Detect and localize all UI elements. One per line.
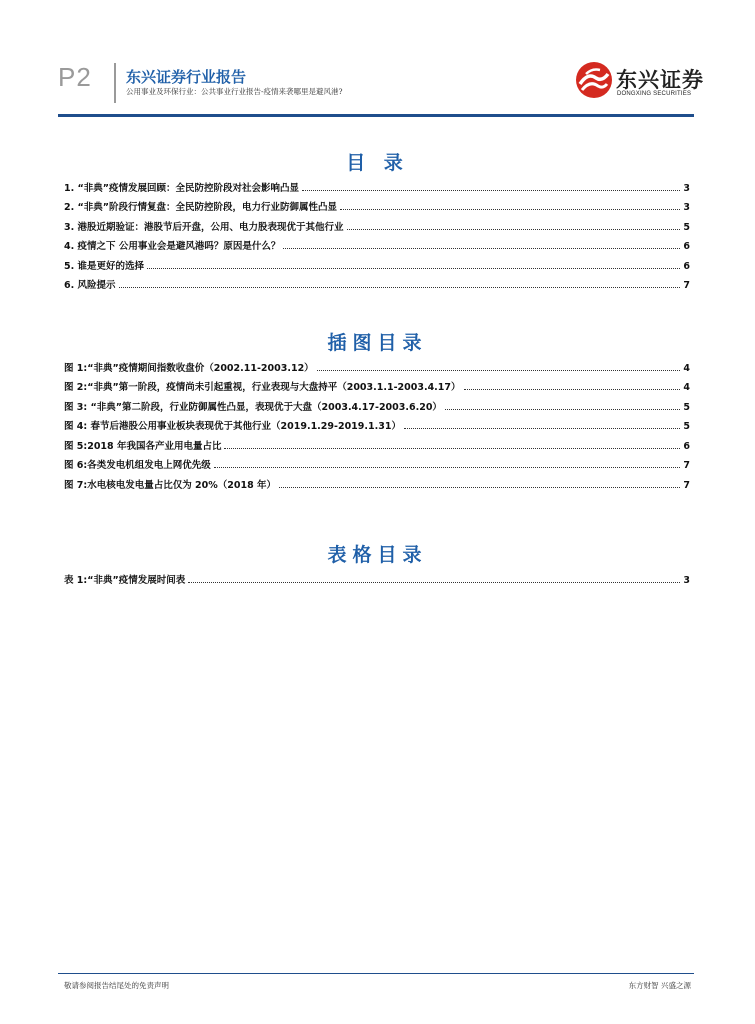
toc-entry[interactable] — [64, 252, 690, 272]
figure-entry-page: 4 — [683, 362, 690, 374]
leader-dots — [445, 409, 680, 410]
toc-entry-page: 3 — [683, 202, 690, 213]
figure-entry[interactable] — [64, 432, 690, 452]
figure-entry-page: 6 — [683, 440, 690, 452]
figure-entry-text: 图 6:各类发电机组发电上网优先级 — [64, 460, 211, 471]
header-rule — [58, 114, 694, 117]
leader-dots — [147, 268, 680, 269]
footer-disclaimer: 敬请参阅报告结尾处的免责声明 — [64, 981, 169, 990]
report-title: 东兴证券行业报告 — [126, 68, 247, 86]
leader-dots — [464, 389, 681, 390]
page-header — [0, 0, 755, 120]
leader-dots — [340, 209, 680, 210]
leader-dots — [224, 448, 680, 449]
toc-entry-page: 7 — [683, 280, 690, 291]
figure-entry[interactable] — [64, 354, 690, 374]
footer-rule — [58, 973, 694, 974]
toc-entry-text: 3. 港股近期验证：港股节后开盘，公用、电力股表现优于其他行业 — [64, 221, 344, 233]
figure-entry-page: 7 — [683, 479, 690, 491]
figure-entry-text: 图 5:2018 年我国各产业用电量占比 — [64, 440, 222, 452]
table-entry-text: 表 1:“非典”疫情发展时间表 — [64, 574, 186, 586]
header-divider — [114, 63, 116, 103]
figure-entry-text: 图 1:“非典”疫情期间指数收盘价（2002.11-2003.12） — [64, 362, 314, 374]
toc-list — [64, 174, 690, 291]
toc-entry-text: 4. 疫情之下 公用事业会是避风港吗？原因是什么？ — [64, 241, 281, 252]
figure-entry-text: 图 2:“非典”第一阶段，疫情尚未引起重视，行业表现与大盘持平（2003.1.1-2003.4.17） — [64, 382, 461, 393]
figure-entry[interactable] — [64, 471, 690, 491]
toc-entry-text: 1. “非典”疫情发展回顾：全民防控阶段对社会影响凸显 — [64, 182, 300, 194]
leader-dots — [279, 487, 680, 488]
table-entry[interactable] — [64, 566, 690, 586]
leader-dots — [119, 287, 681, 288]
figure-entry[interactable] — [64, 374, 690, 394]
leader-dots — [404, 428, 680, 429]
table-entry-page: 3 — [683, 574, 690, 586]
leader-dots — [283, 248, 680, 249]
toc-entry[interactable] — [64, 213, 690, 233]
logo-emblem-icon — [574, 60, 614, 100]
leader-dots — [317, 370, 681, 371]
toc-entry-page: 3 — [683, 182, 690, 194]
logo-name: 东兴证券 — [616, 68, 704, 92]
toc-entry[interactable] — [64, 272, 690, 292]
toc-entry-text: 6. 风险提示 — [64, 280, 116, 291]
toc-entry-page: 6 — [683, 260, 690, 272]
toc-entry-page: 6 — [683, 241, 690, 252]
figure-entry[interactable] — [64, 413, 690, 433]
tables-title: 表格目录 — [327, 544, 428, 566]
footer-slogan: 东方财智 兴盛之源 — [628, 981, 691, 990]
leader-dots — [347, 229, 681, 230]
leader-dots — [214, 467, 681, 468]
toc-entry[interactable] — [64, 233, 690, 253]
report-subtitle: 公用事业及环保行业：公共事业行业报告-疫情来袭哪里是避风港? — [126, 87, 343, 96]
figure-entry-page: 4 — [683, 382, 690, 393]
page-number: P2 — [58, 62, 92, 92]
toc-entry[interactable] — [64, 194, 690, 214]
tables-list — [64, 566, 690, 586]
figure-entry-page: 7 — [683, 460, 690, 471]
leader-dots — [302, 190, 680, 191]
figure-entry-page: 5 — [683, 401, 690, 413]
figure-entry-text: 图 4: 春节后港股公用事业板块表现优于其他行业（2019.1.29-2019.1.31） — [64, 421, 401, 432]
toc-entry[interactable] — [64, 174, 690, 194]
figure-entry-page: 5 — [683, 421, 690, 432]
figure-entry-text: 图 7:水电核电发电量占比仅为 20%（2018 年） — [64, 479, 277, 491]
figure-entry[interactable] — [64, 393, 690, 413]
figures-list — [64, 354, 690, 491]
toc-entry-text: 2. “非典”阶段行情复盘：全民防控阶段，电力行业防御属性凸显 — [64, 202, 338, 213]
figure-entry-text: 图 3: “非典”第二阶段，行业防御属性凸显，表现优于大盘（2003.4.17-2003.6.20） — [64, 401, 442, 413]
leader-dots — [188, 582, 680, 583]
toc-entry-page: 5 — [683, 221, 690, 233]
toc-title: 目 录 — [346, 152, 409, 174]
figure-entry[interactable] — [64, 452, 690, 472]
figures-title: 插图目录 — [327, 332, 428, 354]
toc-entry-text: 5. 谁是更好的选择 — [64, 260, 145, 272]
logo-english: DONGXING SECURITIES — [617, 91, 692, 97]
company-logo — [574, 60, 704, 104]
